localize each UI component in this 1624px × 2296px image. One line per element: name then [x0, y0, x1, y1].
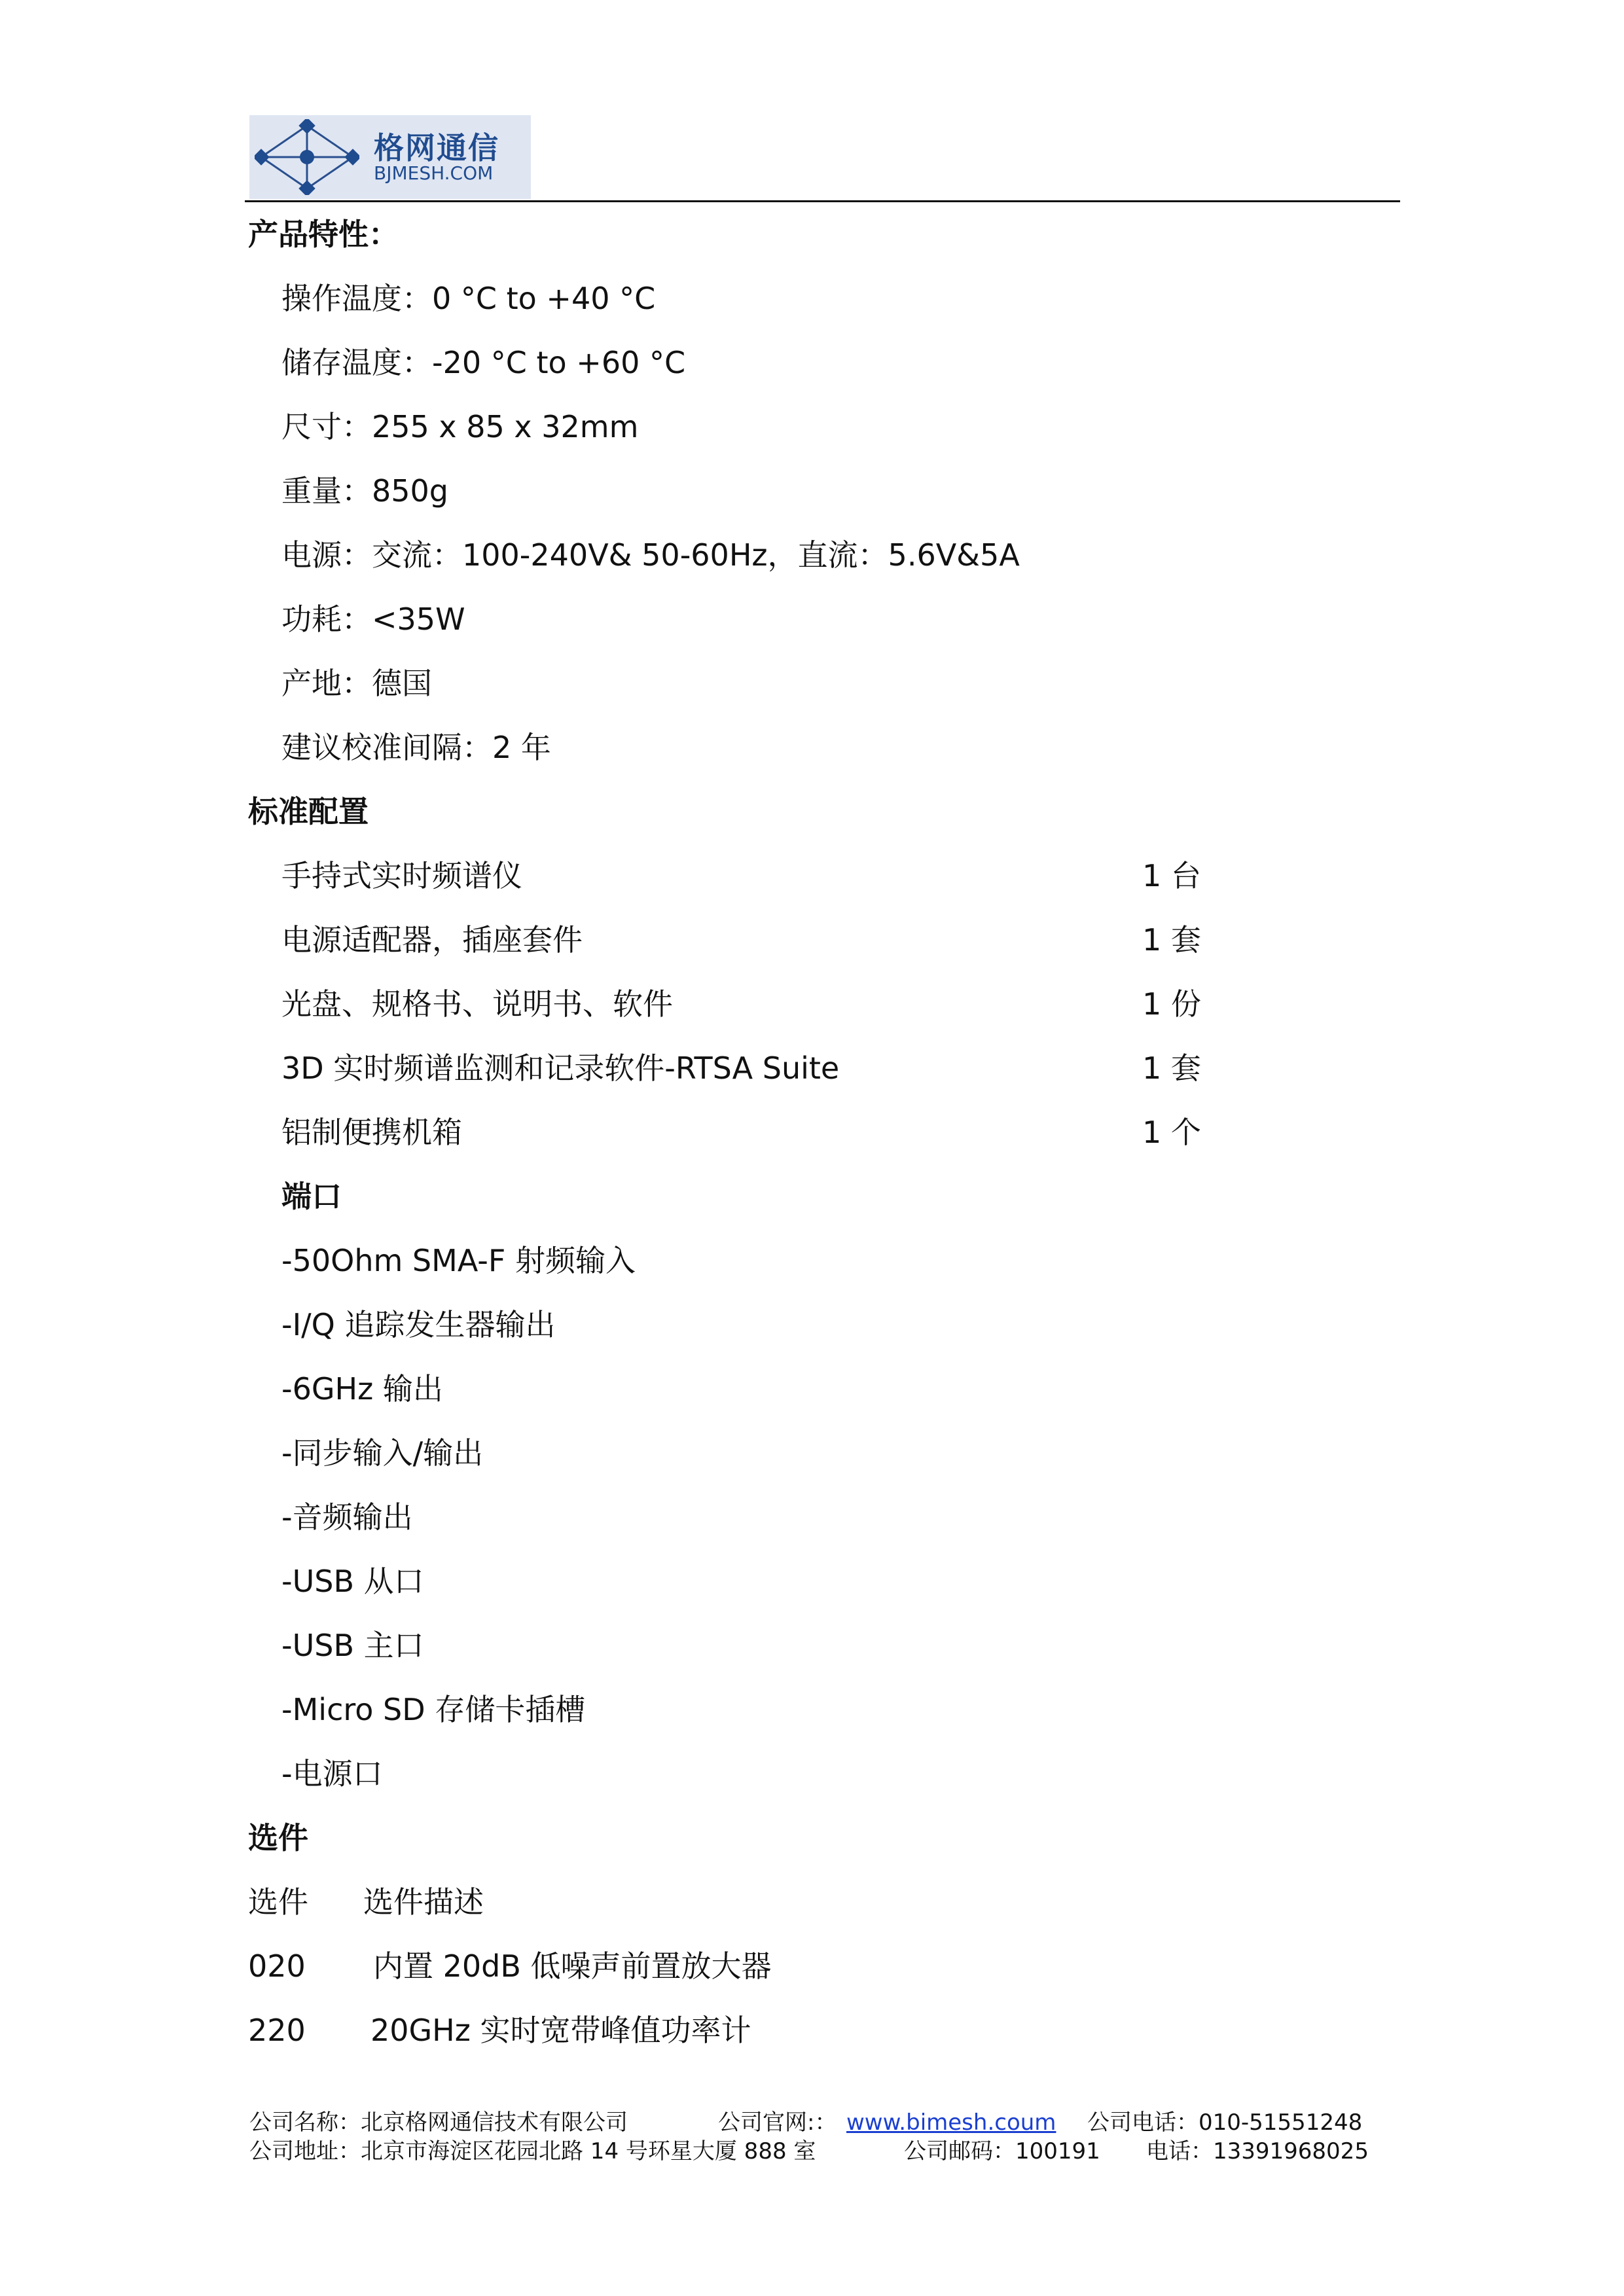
footer-mobile: 电话：13391968025 [1146, 2138, 1369, 2164]
footer-address: 公司地址：北京市海淀区花园北路 14 号环星大厦 888 室 [249, 2138, 816, 2164]
config-item-name: 电源适配器，插座套件 [281, 922, 583, 958]
features-heading: 产品特性： [248, 217, 399, 252]
standard-config-heading: 标准配置 [248, 794, 369, 829]
footer-website-label: 公司官网:： [718, 2109, 837, 2136]
option-code: 020 [248, 1948, 306, 1984]
feature-item: 操作温度：0 °C to +40 °C [281, 281, 656, 316]
feature-item: 产地：德国 [281, 666, 432, 701]
footer-line-2 [249, 2138, 1401, 2165]
config-item-qty: 1 个 [1142, 1115, 1201, 1150]
config-item-name: 铝制便携机箱 [281, 1115, 462, 1150]
options-col-desc: 选件描述 [363, 1884, 484, 1920]
footer-postcode: 公司邮码：100191 [904, 2138, 1100, 2164]
option-desc: 20GHz 实时宽带峰值功率计 [370, 2013, 751, 2048]
feature-item: 建议校准间隔：2 年 [281, 730, 551, 765]
config-item-qty: 1 份 [1142, 986, 1201, 1022]
config-item-qty: 1 套 [1142, 1050, 1201, 1086]
config-item-name: 光盘、规格书、说明书、软件 [281, 986, 673, 1022]
port-item: -电源口 [281, 1756, 383, 1791]
feature-item: 电源：交流：100-240V& 50-60Hz，直流：5.6V&5A [281, 537, 1020, 573]
config-item-qty: 1 套 [1142, 922, 1201, 958]
network-diamond-icon [255, 119, 359, 195]
port-item: -USB 主口 [281, 1628, 424, 1663]
options-heading: 选件 [248, 1820, 308, 1856]
feature-item: 重量：850g [281, 473, 448, 509]
feature-item: 储存温度：-20 °C to +60 °C [281, 345, 686, 380]
header-divider [245, 200, 1400, 202]
footer-website-link[interactable]: www.bimesh.coum [846, 2109, 1056, 2136]
port-item: -同步输入/输出 [281, 1435, 484, 1471]
logo-text-cn: 格网通信 [374, 130, 499, 166]
config-item-name: 手持式实时频谱仪 [281, 858, 522, 893]
feature-item: 尺寸：255 x 85 x 32mm [281, 409, 639, 444]
logo-text-en: BJMESH.COM [374, 162, 494, 184]
company-logo [249, 115, 531, 199]
footer-line-1 [249, 2109, 1401, 2136]
footer-phone: 公司电话：010-51551248 [1087, 2109, 1363, 2136]
port-item: -6GHz 输出 [281, 1371, 443, 1407]
feature-item: 功耗：<35W [281, 601, 465, 637]
option-desc: 内置 20dB 低噪声前置放大器 [373, 1948, 772, 1984]
options-col-code: 选件 [248, 1884, 308, 1920]
port-item: -音频输出 [281, 1499, 413, 1535]
port-item: -USB 从口 [281, 1564, 424, 1599]
option-code: 220 [248, 2013, 306, 2048]
port-item: -I/Q 追踪发生器输出 [281, 1307, 556, 1342]
port-item: -50Ohm SMA-F 射频输入 [281, 1243, 636, 1278]
config-item-qty: 1 台 [1142, 858, 1201, 893]
ports-heading: 端口 [281, 1179, 342, 1214]
config-item-name: 3D 实时频谱监测和记录软件-RTSA Suite [281, 1050, 840, 1086]
port-item: -Micro SD 存储卡插槽 [281, 1692, 586, 1727]
footer-company-name: 公司名称：北京格网通信技术有限公司 [249, 2109, 628, 2136]
